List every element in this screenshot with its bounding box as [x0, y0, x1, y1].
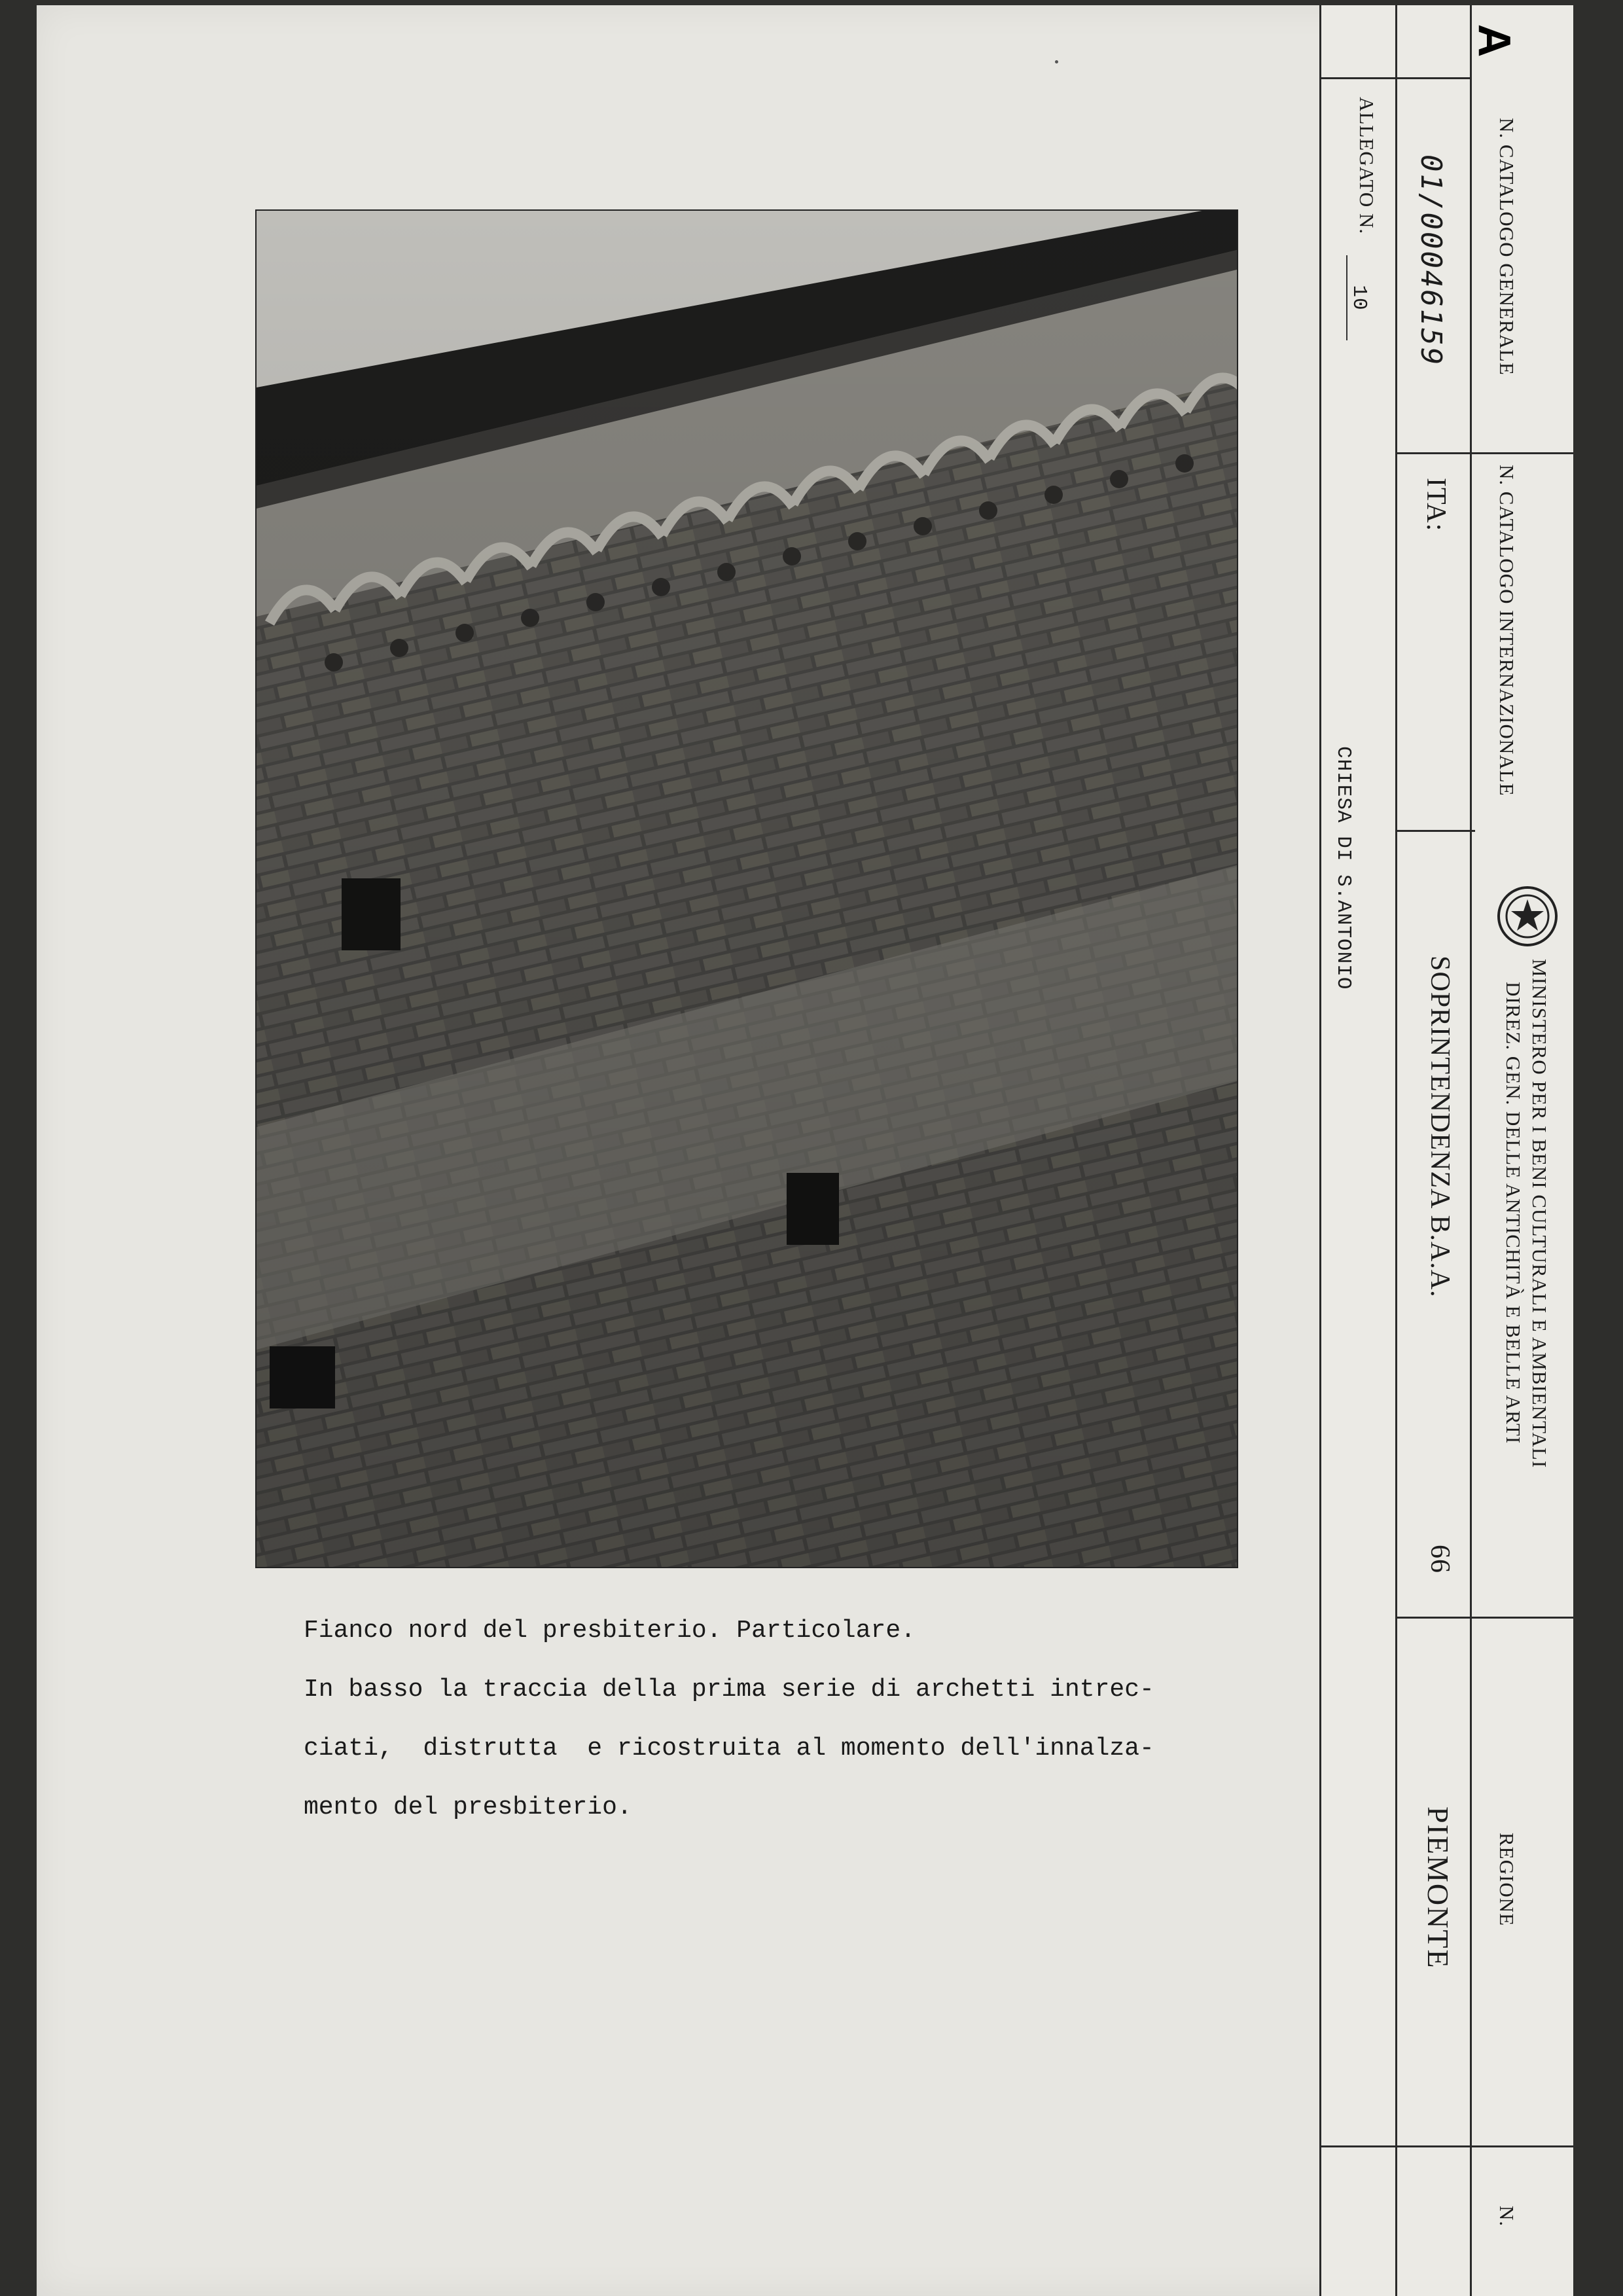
numero-label: N.: [1495, 2206, 1518, 2227]
regione-value: PIEMONTE: [1421, 1806, 1455, 1969]
form-divider: [1395, 452, 1573, 454]
republic-emblem-icon: [1495, 884, 1560, 949]
catalogo-generale-label: N. CATALOGO GENERALE: [1495, 118, 1518, 376]
caption: [304, 1617, 1246, 1852]
form-border: [1319, 5, 1321, 2296]
form-divider: [1395, 830, 1475, 832]
form-divider: [1470, 5, 1472, 2296]
form-divider: [1319, 77, 1470, 79]
form-divider: [1395, 1617, 1573, 1619]
soprintendenza-code: 66: [1425, 1545, 1455, 1573]
catalogo-generale-value: 01/00046159: [1414, 154, 1448, 367]
catalogo-internazionale-label: N. CATALOGO INTERNAZIONALE: [1495, 465, 1518, 797]
form-divider: [1319, 2145, 1573, 2147]
catalogo-internazionale-value: ITA:: [1421, 478, 1451, 532]
paper-speck: [1055, 60, 1058, 63]
photograph: [257, 211, 1237, 1567]
allegato-value: 10: [1346, 255, 1370, 340]
regione-label: REGIONE: [1495, 1833, 1518, 1927]
form-divider: [1395, 5, 1397, 2296]
caption-line: ciati, distrutta e ricostruita al momento dell'innalza-: [304, 1734, 1154, 1763]
soprintendenza: SOPRINTENDENZA B.A.A.: [1425, 956, 1455, 1298]
sheet-letter: A: [1469, 24, 1520, 58]
caption-line: Fianco nord del presbiterio. Particolare.: [304, 1617, 916, 1645]
caption-line: In basso la traccia della prima serie di archetti intrec-: [304, 1676, 1154, 1704]
ministero-line1: MINISTERO PER I BENI CULTURALI E AMBIENTALI: [1528, 959, 1551, 1469]
chiesa-label: CHIESA DI S.ANTONIO: [1332, 746, 1355, 990]
caption-line: mento del presbiterio.: [304, 1793, 632, 1821]
wall-photo-graphic: [257, 211, 1237, 1567]
allegato-label: ALLEGATO N.: [1355, 97, 1378, 235]
ministero-line2: DIREZ. GEN. DELLE ANTICHITÀ E BELLE ARTI: [1502, 982, 1525, 1444]
allegato-value-field: [1346, 255, 1370, 340]
